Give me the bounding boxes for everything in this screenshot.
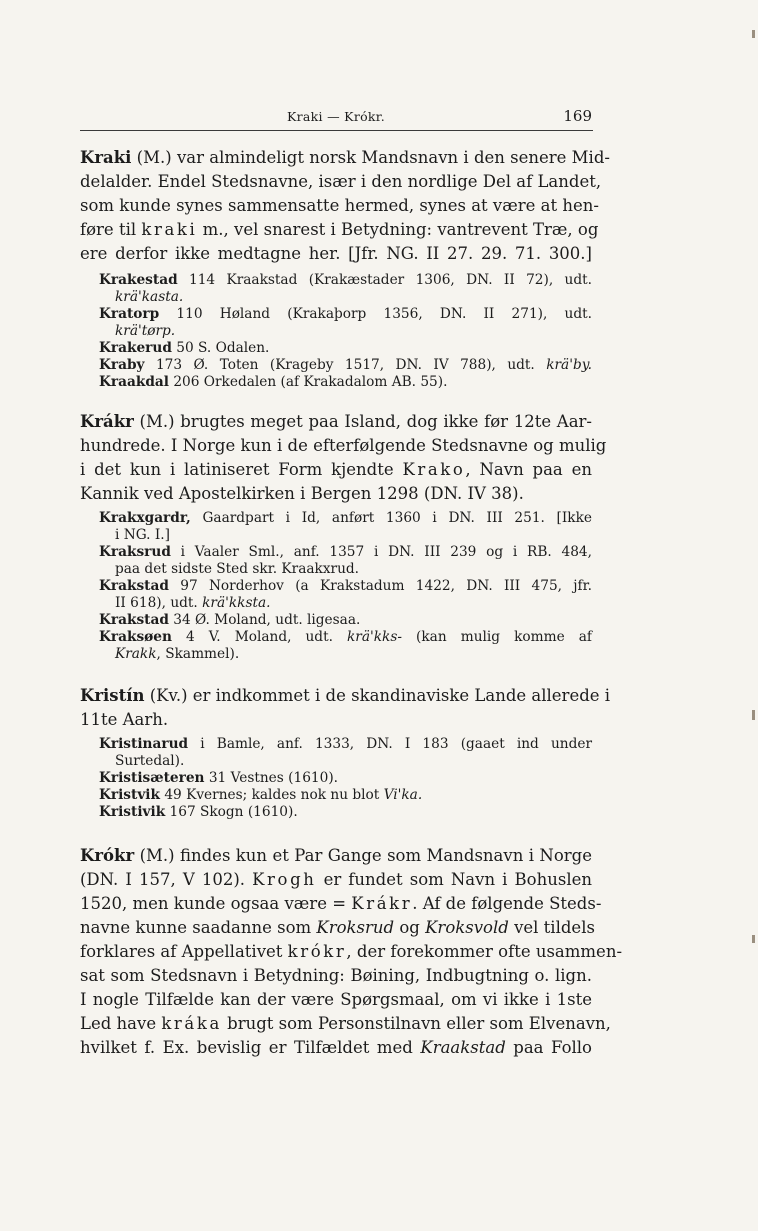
text: 1520, men kunde ogsaa være = <box>80 894 352 913</box>
spaced-word: krókr <box>287 942 347 961</box>
entry-krakstad-97 <box>99 578 592 594</box>
headword: Kraksrud <box>99 544 171 560</box>
entry-kristisaeteren <box>99 770 338 786</box>
text: (Kv.) er indkommet i de skandinaviske Lande allerede i <box>144 686 611 705</box>
text: 114 Kraakstad (Krakæstader 1306, DN. II 72), udt. <box>177 272 592 288</box>
entry-kristinarud <box>99 736 592 752</box>
krokr-line-4 <box>80 918 595 937</box>
scan-edge-mark <box>752 30 755 38</box>
text: føre til <box>80 220 142 239</box>
text: paa Follo <box>505 1038 592 1057</box>
entry-kraksoen <box>99 629 592 645</box>
entry-krakxgardr <box>99 510 592 526</box>
pronunciation: Vi'ka. <box>383 787 423 803</box>
text: Led have <box>80 1014 162 1033</box>
text: 97 Norderhov (a Krakstadum 1422, DN. III 475, jfr. <box>168 578 592 594</box>
entry-kraksrud <box>99 544 592 560</box>
text: hvilket f. Ex. bevislig er Tilfældet med <box>80 1038 421 1057</box>
text: 34 Ø. Moland, udt. ligesaa. <box>168 612 361 628</box>
headword-kraki: Kraki <box>80 148 132 167</box>
scan-edge-mark <box>752 935 755 943</box>
text: 49 Kvernes; kaldes nok nu blot <box>159 787 384 803</box>
headword: Kristivik <box>99 804 166 820</box>
text: Gaardpart i Id, anført 1360 i DN. III 251. [Ikke <box>190 510 592 526</box>
headword-kristin: Kristín <box>80 686 145 705</box>
running-head-title: Kraki — Krókr. <box>287 109 385 124</box>
headword: Kraksøen <box>99 629 172 645</box>
entry-kraby <box>99 357 592 373</box>
kraki-line-2: delalder. Endel Stedsnavne, især i den nordlige Del af Landet, <box>80 172 602 191</box>
kraki-line-5: ere derfor ikke medtagne her. [Jfr. NG. II 27. 29. 71. 300.] <box>80 244 592 263</box>
spaced-word: Krogh <box>252 870 317 889</box>
krokr-line-6: sat som Stedsnavn i Betydning: Bøining, Indbugtning o. lign. <box>80 966 592 985</box>
headword-krakr: Krákr <box>80 412 134 431</box>
text: brugt som Personstilnavn eller som Elvenavn, <box>221 1014 611 1033</box>
text: 167 Skogn (1610). <box>165 804 298 820</box>
krokr-line-2 <box>80 870 592 889</box>
italic-word: Kroksvold <box>425 918 509 937</box>
headword: Kristvik <box>99 787 160 803</box>
text: i Bamle, anf. 1333, DN. I 183 (gaaet ind under <box>188 736 592 752</box>
kraki-line-4 <box>80 220 599 239</box>
page-number-text: 169 <box>563 107 592 125</box>
text: i det kun i latiniseret Form kjendte <box>80 460 403 479</box>
headword: Kraby <box>99 357 145 373</box>
entry-kristinarud-cont: Surtedal). <box>115 753 185 769</box>
entry-krakxgardr-cont: i NG. I.] <box>115 527 170 543</box>
krakr-line-2: hundrede. I Norge kun i de efterfølgende Stedsnavne og mulig <box>80 436 607 455</box>
scan-edge-mark <box>752 710 755 720</box>
spaced-word: kraki <box>141 220 198 239</box>
text: vel tildels <box>508 918 595 937</box>
headword: Kraakdal <box>99 374 169 390</box>
headword: Krakstad <box>99 612 169 628</box>
krokr-line-1 <box>80 846 592 865</box>
headword: Krakerud <box>99 340 172 356</box>
krokr-line-5 <box>80 942 623 961</box>
krakr-line-4: Kannik ved Apostelkirken i Bergen 1298 (DN. IV 38). <box>80 484 524 503</box>
italic-word: Kroksrud <box>316 918 395 937</box>
text: 4 V. Moland, udt. <box>171 629 347 645</box>
text: i Vaaler Sml., anf. 1357 i DN. III 239 og i RB. 484, <box>170 544 592 560</box>
text: er fundet som Navn i Bohuslen <box>316 870 593 889</box>
text: . Af de følgende Steds- <box>412 894 602 913</box>
entry-kristvik <box>99 787 422 803</box>
text: , Skammel). <box>156 646 240 662</box>
text: (M.) findes kun et Par Gange som Mandsnavn i Norge <box>134 846 592 865</box>
text: (M.) var almindeligt norsk Mandsnavn i den senere Mid- <box>131 148 610 167</box>
page-number <box>563 107 592 125</box>
text: 31 Vestnes (1610). <box>204 770 339 786</box>
header-rule <box>80 130 593 131</box>
text: (DN. I 157, V 102). <box>80 870 253 889</box>
entry-krakestad-cont: krä'kasta. <box>115 289 184 305</box>
headword: Krakestad <box>99 272 178 288</box>
text: 50 S. Odalen. <box>171 340 270 356</box>
kristin-line-2: 11te Aarh. <box>80 710 169 729</box>
spaced-word: kráka <box>161 1014 222 1033</box>
pronunciation: krä'by. <box>546 357 592 373</box>
headword: Kristinarud <box>99 736 189 752</box>
krokr-line-9 <box>80 1038 592 1057</box>
kraki-line-3: som kunde synes sammensatte hermed, synes at være at hen- <box>80 196 599 215</box>
text: navne kunne saadanne som <box>80 918 317 937</box>
spaced-word: Krákr <box>351 894 413 913</box>
krakr-line-3 <box>80 460 592 479</box>
pronunciation: krä'kksta. <box>202 595 271 611</box>
italic-word: Kraakstad <box>420 1038 506 1057</box>
krokr-line-7: I nogle Tilfælde kan der være Spørgsmaal, om vi ikke i 1ste <box>80 990 592 1009</box>
text: , Navn paa en <box>465 460 592 479</box>
text: 173 Ø. Toten (Krageby 1517, DN. IV 788), udt. <box>144 357 547 373</box>
running-head <box>80 109 592 129</box>
entry-krakstad-97-cont <box>115 595 271 611</box>
text: II 618), udt. <box>115 595 203 611</box>
text: og <box>394 918 426 937</box>
headword: Kratorp <box>99 306 160 322</box>
headword: Krakxgardr, <box>99 510 191 526</box>
krokr-line-8 <box>80 1014 611 1033</box>
entry-kristivik <box>99 804 298 820</box>
text: (M.) brugtes meget paa Island, dog ikke før 12te Aar- <box>133 412 592 431</box>
headword: Krakstad <box>99 578 169 594</box>
entry-krakerud <box>99 340 269 356</box>
headword-krokr: Krókr <box>80 846 135 865</box>
pronunciation: krä'kks- <box>346 629 402 645</box>
text: m., vel snarest i Betydning: vantrevent Træ, og <box>197 220 599 239</box>
entry-kratorp-cont: krä'tørp. <box>115 323 176 339</box>
entry-krakstad-34 <box>99 612 360 628</box>
kraki-line-1 <box>80 148 610 167</box>
text: , der forekommer ofte usammen- <box>346 942 623 961</box>
spaced-word: Krako <box>402 460 466 479</box>
krokr-line-3 <box>80 894 602 913</box>
kristin-line-1 <box>80 686 611 705</box>
italic-word: Krakk <box>115 646 157 662</box>
text: forklares af Appellativet <box>80 942 288 961</box>
entry-kraakdal <box>99 374 447 390</box>
text: (kan mulig komme af <box>401 629 592 645</box>
text: 110 Høland (Krakaþorp 1356, DN. II 271), udt. <box>159 306 592 322</box>
krakr-line-1 <box>80 412 592 431</box>
entry-kraksoen-cont <box>115 646 239 662</box>
entry-kraksrud-cont: paa det sidste Sted skr. Kraakxrud. <box>115 561 360 577</box>
entry-kratorp <box>99 306 592 322</box>
text: 206 Orkedalen (af Krakadalom AB. 55). <box>168 374 448 390</box>
headword: Kristisæteren <box>99 770 205 786</box>
entry-krakestad <box>99 272 592 288</box>
